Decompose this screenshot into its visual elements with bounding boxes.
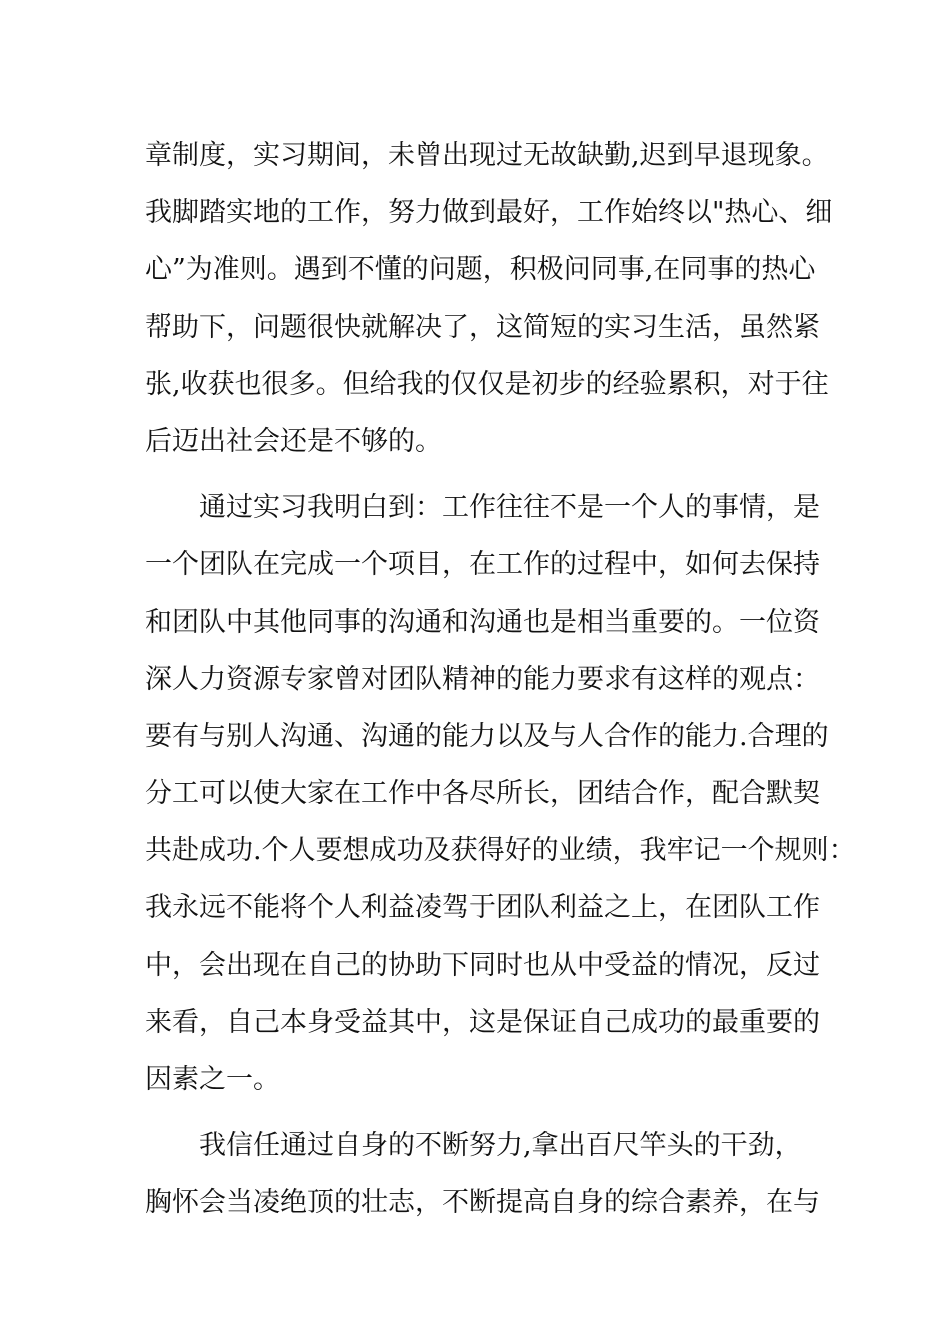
text-line: 共赴成功.个人要想成功及获得好的业绩，我牢记一个规则： (145, 835, 856, 867)
text-line: 我信任通过自身的不断努力,拿出百尺竿头的干劲， (145, 1130, 802, 1162)
paragraph-1 (145, 127, 833, 470)
paragraph-gap (145, 1108, 825, 1117)
text-line: 深人力资源专家曾对团队精神的能力要求有这样的观点： (145, 663, 820, 695)
text-line: 一个团队在完成一个项目，在工作的过程中，如何去保持 (145, 549, 820, 581)
paragraph-3 (145, 1117, 825, 1231)
text-line: 来看，自己本身受益其中，这是保证自己成功的最重要的 (145, 1006, 820, 1038)
text-line: 胸怀会当凌绝顶的壮志，不断提高自身的综合素养，在与 (145, 1187, 820, 1219)
body-text (145, 127, 856, 1232)
text-line: 中，会出现在自己的协助下同时也从中受益的情况，反过 (145, 949, 820, 981)
text-line: 因素之一。 (145, 1064, 280, 1095)
text-line: 要有与别人沟通、沟通的能力以及与人合作的能力.合理的 (145, 720, 829, 752)
text-line: 通过实习我明白到：工作往往不是一个人的事情，是 (145, 492, 820, 524)
text-line: 分工可以使大家在工作中各尽所长，团结合作，配合默契 (145, 778, 820, 810)
text-line: 帮助下，问题很快就解决了，这简短的实习生活，虽然紧 (145, 311, 820, 343)
paragraph-gap (145, 470, 825, 479)
paragraph-2 (145, 479, 856, 1108)
text-line: 和团队中其他同事的沟通和沟通也是相当重要的。一位资 (145, 606, 820, 638)
text-line: 我脚踏实地的工作，努力做到最好，工作始终以"热心、细 (145, 197, 833, 229)
text-line: 后迈出社会还是不够的。 (145, 425, 442, 457)
text-line: 张,收获也很多。但给我的仅仅是初步的经验累积，对于往 (145, 368, 829, 400)
text-line: 章制度，实习期间，未曾出现过无故缺勤,迟到早退现象。 (145, 140, 829, 171)
text-line: 我永远不能将个人利益凌驾于团队利益之上，在团队工作 (145, 892, 820, 924)
text-line: 心”为准则。遇到不懂的问题，积极问同事,在同事的热心 (145, 254, 816, 286)
